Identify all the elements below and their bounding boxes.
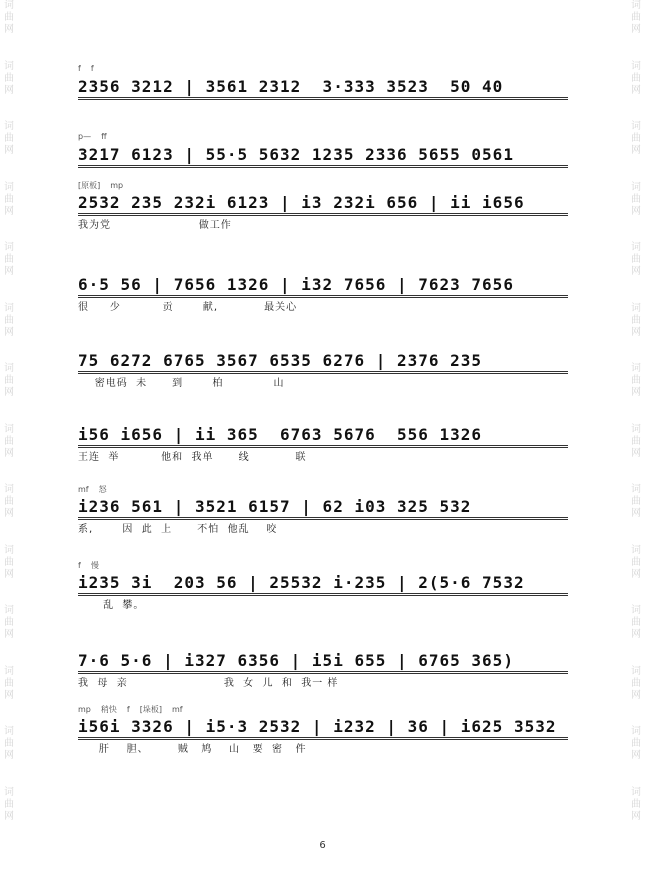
lyrics-line: 我为党 做工作 (78, 220, 232, 231)
lyrics-line: 王连 举 他和 我单 线 联 (78, 452, 307, 463)
watermark-group (631, 121, 641, 182)
watermark-char: 网 (4, 24, 14, 35)
watermark-char: 网 (631, 447, 641, 459)
watermark-char: 曲 (4, 798, 14, 810)
watermark-char: 曲 (631, 556, 641, 568)
watermark-char: 网 (631, 205, 641, 217)
watermark-group (4, 121, 14, 182)
watermark-char: 曲 (4, 496, 14, 507)
watermark-group (631, 424, 641, 485)
watermark-char: 网 (4, 689, 14, 701)
watermark-char: 网 (4, 750, 14, 761)
watermark-char: 曲 (4, 435, 14, 447)
watermark-char: 曲 (4, 133, 14, 144)
watermark-char: 网 (631, 568, 641, 580)
watermark-group (4, 484, 14, 545)
watermark-char: 曲 (4, 617, 14, 628)
watermark-char: 网 (631, 145, 641, 156)
watermark-char: 词 (4, 665, 14, 677)
watermark-char: 曲 (4, 738, 14, 749)
watermark-char: 词 (631, 665, 641, 677)
watermark-char: 网 (631, 84, 641, 96)
watermark-char: 词 (631, 0, 641, 11)
notation-line: i235 3i 203 56 | 25532 i·235 | 2(5·6 7532 (78, 574, 568, 596)
dynamic-marks: f f (78, 64, 94, 73)
watermark-char: 曲 (631, 314, 641, 326)
watermark-char: 词 (4, 605, 14, 616)
score-row (78, 484, 568, 544)
notation-line: i56i 3326 | i5·3 2532 | i232 | 36 | i625 3532 (78, 718, 568, 740)
dynamic-marks (78, 262, 568, 276)
watermark-char: 网 (631, 387, 641, 398)
watermark-group (4, 61, 14, 122)
lyrics-line: 我 母 亲 我 女 儿 和 我一 样 (78, 678, 339, 689)
watermark-group (4, 303, 14, 364)
dynamic-marks (78, 338, 568, 352)
watermark-group (4, 605, 14, 666)
dynamic-marks: mp 稍快 f [垛板] mf (78, 705, 183, 714)
watermark-char: 词 (4, 363, 14, 374)
watermark-char: 曲 (631, 617, 641, 628)
score-row (78, 412, 568, 472)
watermark-char: 词 (4, 726, 14, 737)
watermark-char: 词 (631, 60, 641, 72)
watermark-char: 词 (631, 121, 641, 132)
watermark-char: 曲 (631, 738, 641, 749)
watermark-char: 词 (4, 121, 14, 132)
lyrics-line: 密电码 未 到 柏 山 (78, 378, 285, 389)
watermark-char: 词 (4, 60, 14, 72)
score-row (78, 64, 568, 124)
score-row (78, 560, 568, 620)
watermark-char: 词 (4, 544, 14, 556)
watermark-char: 网 (4, 508, 14, 519)
watermark-group (631, 726, 641, 787)
watermark-char: 网 (4, 326, 14, 338)
watermark-char: 词 (631, 302, 641, 314)
watermark-char: 词 (631, 484, 641, 495)
watermark-char: 网 (4, 266, 14, 277)
notation-line: i236 561 | 3521 6157 | 62 i03 325 532 (78, 498, 568, 520)
watermark-char: 曲 (631, 435, 641, 447)
watermark-char: 曲 (4, 314, 14, 326)
dynamic-marks: p— ff (78, 132, 107, 141)
watermark-char: 曲 (4, 72, 14, 84)
watermark-char: 曲 (631, 798, 641, 810)
watermark-char: 词 (4, 786, 14, 798)
watermark-group (4, 726, 14, 787)
watermark-group (631, 182, 641, 243)
watermark-char: 曲 (4, 556, 14, 568)
dynamic-marks: f 慢 (78, 561, 99, 570)
watermark-char: 曲 (631, 72, 641, 84)
lyrics-line: 很 少 贡 献, 最关心 (78, 302, 298, 313)
watermark-char: 网 (4, 629, 14, 640)
notation-line: 7·6 5·6 | i327 6356 | i5i 655 | 6765 365) (78, 652, 568, 674)
watermark-char: 网 (631, 326, 641, 338)
score-row (78, 638, 568, 698)
watermark-char: 词 (4, 484, 14, 495)
watermark-char: 曲 (631, 193, 641, 205)
lyrics-line: 乱 攀。 (78, 600, 145, 611)
watermark-group (4, 787, 14, 848)
watermark-group (4, 545, 14, 606)
notation-line: 3217 6123 | 55·5 5632 1235 2336 5655 0561 (78, 146, 568, 168)
watermark-char: 网 (4, 145, 14, 156)
watermark-group (4, 0, 14, 61)
watermark-char: 网 (631, 266, 641, 277)
dynamic-marks (78, 638, 568, 652)
watermark-char: 曲 (4, 254, 14, 265)
notation-line: i56 i656 | ii 365 6763 5676 556 1326 (78, 426, 568, 448)
watermark-left (1, 0, 17, 891)
watermark-group (4, 424, 14, 485)
watermark-char: 网 (631, 810, 641, 822)
watermark-char: 词 (631, 544, 641, 556)
lyrics-line: 肝 胆、 贼 鸠 山 要 密 件 (78, 744, 307, 755)
watermark-char: 曲 (631, 254, 641, 265)
watermark-group (631, 545, 641, 606)
watermark-char: 词 (4, 423, 14, 435)
watermark-char: 网 (4, 84, 14, 96)
watermark-char: 词 (4, 181, 14, 193)
page-number: 6 (319, 840, 326, 851)
score-row (78, 180, 568, 240)
watermark-char: 曲 (631, 133, 641, 144)
watermark-group (4, 666, 14, 727)
watermark-char: 曲 (631, 375, 641, 386)
watermark-group (4, 182, 14, 243)
watermark-char: 网 (631, 750, 641, 761)
watermark-char: 网 (631, 508, 641, 519)
watermark-char: 曲 (4, 677, 14, 689)
watermark-char: 词 (631, 423, 641, 435)
watermark-group (631, 484, 641, 545)
watermark-char: 词 (631, 242, 641, 253)
notation-line: 2356 3212 | 3561 2312 3·333 3523 50 40 (78, 78, 568, 100)
watermark-group (4, 242, 14, 303)
watermark-group (631, 605, 641, 666)
watermark-group (631, 303, 641, 364)
watermark-char: 词 (631, 363, 641, 374)
lyrics-line: 系, 因 此 上 不怕 他乱 咬 (78, 524, 278, 535)
watermark-group (631, 363, 641, 424)
watermark-group (631, 0, 641, 61)
watermark-char: 网 (4, 447, 14, 459)
watermark-group (631, 787, 641, 848)
watermark-char: 网 (4, 810, 14, 822)
watermark-char: 网 (631, 689, 641, 701)
watermark-group (631, 61, 641, 122)
watermark-char: 词 (631, 181, 641, 193)
watermark-char: 网 (4, 568, 14, 580)
watermark-char: 词 (631, 786, 641, 798)
score-row (78, 704, 568, 764)
dynamic-marks: mf 怒 (78, 485, 107, 494)
watermark-char: 网 (631, 24, 641, 35)
watermark-char: 曲 (631, 677, 641, 689)
watermark-group (631, 666, 641, 727)
watermark-group (4, 363, 14, 424)
notation-line: 2532 235 232i 6123 | i3 232i 656 | ii i656 (78, 194, 568, 216)
notation-line: 75 6272 6765 3567 6535 6276 | 2376 235 (78, 352, 568, 374)
watermark-char: 曲 (631, 496, 641, 507)
watermark-char: 词 (4, 242, 14, 253)
score-row (78, 262, 568, 322)
watermark-group (631, 242, 641, 303)
dynamic-marks: [原板] mp (78, 181, 124, 190)
dynamic-marks (78, 412, 568, 426)
watermark-char: 词 (4, 302, 14, 314)
watermark-char: 曲 (4, 193, 14, 205)
watermark-char: 词 (631, 726, 641, 737)
score-row (78, 338, 568, 398)
watermark-char: 词 (631, 605, 641, 616)
watermark-char: 网 (4, 387, 14, 398)
watermark-char: 词 (4, 0, 14, 11)
watermark-char: 网 (631, 629, 641, 640)
notation-line: 6·5 56 | 7656 1326 | i32 7656 | 7623 7656 (78, 276, 568, 298)
watermark-char: 曲 (4, 12, 14, 23)
watermark-char: 曲 (631, 12, 641, 23)
watermark-right (628, 0, 644, 891)
watermark-char: 曲 (4, 375, 14, 386)
watermark-char: 网 (4, 205, 14, 217)
